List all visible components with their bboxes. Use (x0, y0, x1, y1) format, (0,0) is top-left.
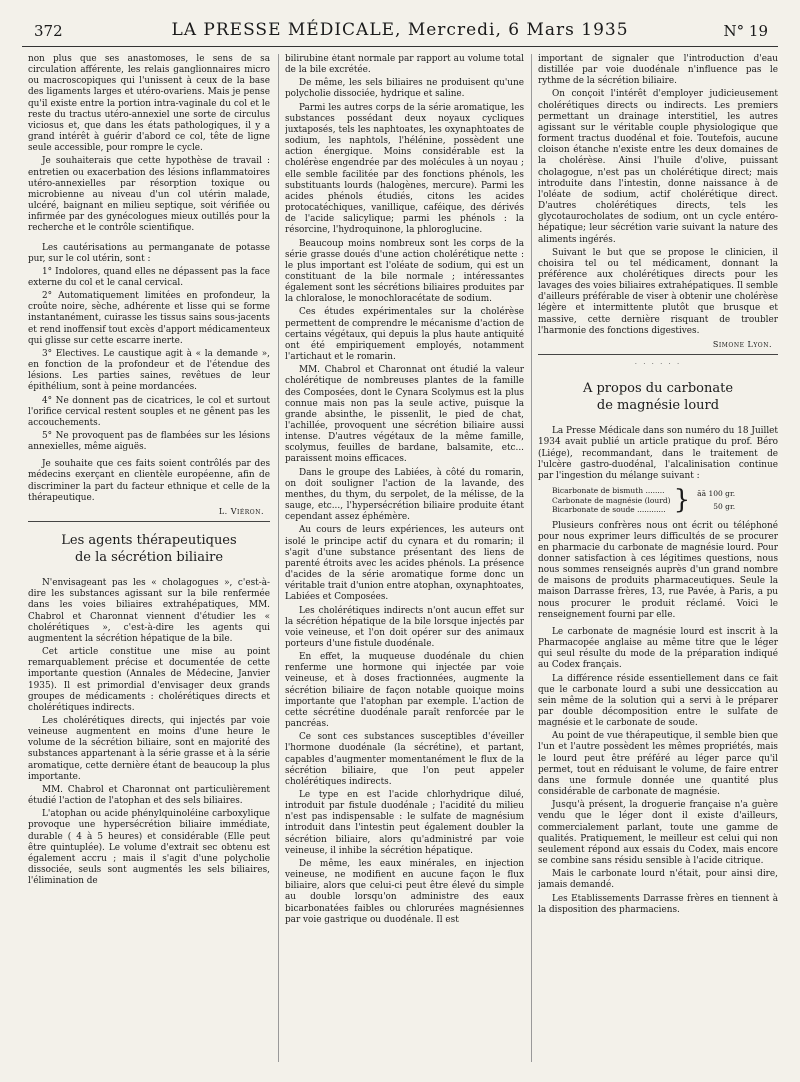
paragraph: Je souhaiterais que cette hypothèse de travail : entretien ou exacerbation des lésions inflammatoires utéro-annexielles par résorption toxique ou microbienne au niveau d'un col utérin malade, ulcéré, baignant en milieu septique, soit vérifiée ou infirmée par des gynécologues mieux outillés pour la recherche et le contrôle scientifique. (28, 156, 270, 234)
paragraph: On conçoit l'intérêt d'employer judicieusement cholérétiques directs ou indirects. Les premiers permettant un drainage interstitiel, les autres agissant sur le véritable couple physiologique que forment tractus duodénal et foie. Toutefois, aucune cloison étanche n'existe entre les deux domaines de la cholérèse. Ainsi l'huile d'olive, puissant cholagogue, n'est pas un cholérétique direct; mais introduite dans l'intestin, donne naissance à de l'oléate de sodium, actif cholérétique direct. D'autres cholérétiques directs, tels les glycotaurocholates de sodium, ont un cycle entéro-hépatique; leur sécrétion varie suivant la nature des aliments ingérés. (538, 89, 778, 245)
paragraph: Au cours de leurs expériences, les auteurs ont isolé le principe actif du cynara et du romarin; il s'agit d'une substance présentant des liens de parenté étroits avec les acides phénols. La présence d'acides de la série aromatique forme donc un véritable trait d'union entre atophan, oxynaphtoates, Labiées et Composées. (285, 525, 524, 603)
section-rule (538, 354, 778, 355)
decorative-dots: · · · · · · (634, 360, 682, 369)
page-header (22, 18, 778, 48)
article-title-line: de la sécrétion biliaire (74, 550, 224, 566)
column-1 (28, 54, 270, 889)
article-title-line: A propos du carbonate (582, 381, 734, 397)
column-2 (285, 54, 524, 928)
paragraph: 5° Ne provoquent pas de flambées sur les lésions annexielles, même aiguës. (28, 431, 270, 453)
paragraph: De même, les sels biliaires ne produisent qu'une polycholie dissociée, hydrique et saline. (285, 78, 524, 100)
paragraph: Cet article constitue une mise au point remarquablement précise et documentée de cette importante question (Annales de Médecine, Janvier 1935). Il est primordial d'envisager deux grands groupes de médicaments : cholérétiques directs et cholérétiques indirects. (28, 647, 270, 713)
paragraph: bilirubine étant normale par rapport au volume total de la bile excrétée. (285, 54, 524, 76)
paragraph: L'atophan ou acide phénylquinoléine carboxylique provoque une hypersécrétion biliaire immédiate, durable ( 4 à 5 heures) et considérable (Elle peut être quintuplée). Le volume d'extrait sec obtenu est également accru ; mais il s'agit d'une polycholie dissociée, seuls sont augmentés les sels biliaires, l'élimination de (28, 809, 270, 887)
paragraph: 2° Automatiquement limitées en profondeur, la croûte noire, sèche, adhérente et lisse qui se forme instantanément, cuirasse les tissus sains sous-jacents et rend inoffensif tout excès d'apport médicamenteux qui glisse sur cette escarre inerte. (28, 291, 270, 346)
column-3 (538, 54, 778, 918)
journal-title: LA PRESSE MÉDICALE, Mercredi, 6 Mars 1935 (171, 20, 629, 40)
paragraph: Dans le groupe des Labiées, à côté du romarin, on doit souligner l'action de la lavande, des menthes, du thym, du serpolet, de la mélisse, de la sauge, etc..., l'hypersécrétion biliaire produite étant cependant assez éphémère. (285, 467, 524, 523)
section-rule (28, 521, 270, 522)
paragraph: Suivant le but que se propose le clinicien, il choisira tel ou tel médicament, donnant la préférence aux cholérétiques directs pour les lavages des voies biliaires extrahépatiques. Il semble d'ailleurs préférable de viser à obtenir une cholérèse légère et intermittente plutôt que brusque et massive, cette dernière risquant de troubler l'harmonie des fonctions digestives. (538, 247, 778, 336)
paragraph: MM. Chabrol et Charonnat ont particulièrement étudié l'action de l'atophan et des sels biliaires. (28, 784, 270, 807)
formula-quantity: āā 100 gr. (697, 488, 736, 498)
paragraph: 1° Indolores, quand elles ne dépassent pas la face externe du col et le canal cervical. (28, 266, 270, 288)
paragraph: Les cholérétiques directs, qui injectés par voie veineuse augmentent en moins d'une heure le volume de la sécrétion biliaire, sont en majorité des substances appartenant à la série grasse et à la série aromatique, cette dernière étant de beaucoup la plus importante. (28, 715, 270, 782)
paragraph: Au point de vue thérapeutique, il semble bien que l'un et l'autre possèdent les mêmes propriétés, mais le lourd peut être préféré au léger parce qu'il permet, tout en réduisant le volume, de faire entrer dans une formule donnée une quantité plus considérable de carbonate de magnésie. (538, 731, 778, 798)
paragraph: La différence réside essentiellement dans ce fait que le carbonate lourd a subi une dessiccation au sein même de la solution qui a servi à le préparer par double décomposition entre le sulfate de magnésie et le carbonate de soude. (538, 673, 778, 729)
paragraph: Plusieurs confrères nous ont écrit ou téléphoné pour nous exprimer leurs difficultés de se procurer en pharmacie du carbonate de magnésie lourd. Pour donner satisfaction à ces légitimes questions, nous nous sommes renseignés auprès d'un grand nombre de maisons de produits pharmaceutiques. Seule la maison Darrasse frères, 13, rue Pavée, à Paris, a pu nous procurer le produit réclamé. Voici le renseignement fourni par elle. (538, 520, 778, 620)
paragraph: Ce sont ces substances susceptibles d'éveiller l'hormone duodénale (la sécrétine), et partant, capables d'augmenter momentanément le flux de la sécrétion biliaire, que l'on peut appeler cholérétiques indirects. (285, 732, 524, 787)
paragraph: En effet, la muqueuse duodénale du chien renferme une hormone qui injectée par voie veineuse, et à doses fractionnées, augmente la sécrétion biliaire de façon notable quoique moins importante que l'atophan par exemple. L'action de cette sécrétine duodénale paraît renforcée par le pancréas. (285, 652, 524, 730)
paragraph: Je souhaite que ces faits soient contrôlés par des médecins exerçant en clientèle européenne, afin de discriminer la part du facteur ethnique et celle de la thérapeutique. (28, 459, 270, 503)
article-title (28, 532, 270, 566)
paragraph: Les cholérétiques indirects n'ont aucun effet sur la sécrétion hépatique de la bile lorsque injectés par voie veineuse, et l'on doit opérer sur des animaux porteurs d'une fistule duodénale. (285, 605, 524, 649)
paragraph: La Presse Médicale dans son numéro du 18 Juillet 1934 avait publié un article pratique du prof. Béro (Liége), recommandant, dans le traitement de l'ulcère gastro-duodénal, l'alcalinisation continue par l'ingestion du mélange suivant : (538, 426, 778, 481)
article-title (538, 380, 778, 414)
paragraph: MM. Chabrol et Charonnat ont étudié la valeur cholérétique de nombreuses plantes de la famille des Composées, dont le Cynara Scolymus est la plus connue mais non pas la seule active, puisque la grande absinthe, le pissenlit, le pied de chat, l'achillée, provoquent une sécrétion biliaire aussi intense. D'autres végétaux de la même famille, scolymus, feuilles de bardane, balsamite, etc... paraissent moins efficaces. (285, 365, 524, 465)
paragraph: Beaucoup moins nombreux sont les corps de la série grasse doués d'une action cholérétique nette : le plus important est l'oléate de sodium, qui est un constituant de la bile normale ; intéressantes également sont les sécrétions biliaires produites par la chloralose, le monochloracétate de sodium. (285, 238, 524, 305)
paragraph: Jusqu'à présent, la droguerie française n'a guère vendu que le léger dont il existe d'ailleurs, commercialement parlant, toute une gamme de qualités. Pratiquement, le meilleur est celui qui non seulement répond aux essais du Codex, mais encore se combine sans résidu sensible à l'acide citrique. (538, 800, 778, 867)
paragraph: important de signaler que l'introduction d'eau distillée par voie duodénale n'influence pas le rythme de la sécrétion biliaire. (538, 54, 778, 87)
formula-quantities (697, 489, 735, 512)
formula-item: Bicarbonate de soude ............ (552, 505, 666, 514)
paragraph: Parmi les autres corps de la série aromatique, les substances possédant deux noyaux cycliques juxtaposés, tels les naphtoates, les oxynaphtoates de sodium, les naphtols, l'hélénine, possèdent une action énergique. Moins considérable est la cholérèse engendrée par des molécules à un noyau ; elle semble facilitée par des fonctions phénols, les substituants lourds (halogènes, mercure). Parmi les acides phénols étudiés, citons les acides protocatéchiques, vanillique, caféique, des dérivés de l'acide salicylique; parmi les phénols : la résorcine, l'hydroquinone, la phloroglucine. (285, 102, 524, 236)
author-signature: Simone Lyon. (712, 339, 772, 349)
paragraph: Le type en est l'acide chlorhydrique dilué, introduit par fistule duodénale ; l'acidité du milieu n'est pas indispensable : le sulfate de magnésium introduit dans l'intestin peut également doubler la sécrétion biliaire, alors qu'administré par voie veineuse, il inhibe la sécrétion hépatique. (285, 790, 524, 856)
prescription-formula (552, 486, 778, 515)
header-rule (22, 46, 778, 47)
formula-items (552, 486, 671, 515)
paragraph: Les Etablissements Darrasse frères en tiennent à la disposition des pharmaciens. (538, 893, 778, 915)
paragraph: Mais le carbonate lourd n'était, pour ainsi dire, jamais demandé. (538, 869, 778, 891)
paragraph: Le carbonate de magnésie lourd est inscrit à la Pharmacopée anglaise au même titre que le léger qui seul résulte du mode de la préparation indiqué au Codex français. (538, 626, 778, 671)
formula-brace: } (673, 485, 691, 516)
article-title-line: de magnésie lourd (596, 398, 720, 414)
paragraph: N'envisageant pas les « cholagogues », c'est-à-dire les substances agissant sur la bile renfermée dans les voies biliaires extrahépatiques, MM. Chabrol et Charonnat viennent d'étudier les « cholérétiques », c'est-à-dire les agents qui augmentent la sécrétion hépatique de la bile. (28, 578, 270, 644)
formula-item: Carbonate de magnésie (lourd) (552, 495, 671, 505)
paragraph: 3° Electives. Le caustique agit à « la demande », en fonction de la profondeur et de l'étendue des lésions. Les parties saines, revêtues de leur épithélium, sont à peine mordancées. (28, 348, 270, 393)
page-number: 372 (34, 22, 63, 40)
issue-number: N° 19 (723, 22, 768, 40)
paragraph: Ces études expérimentales sur la cholérèse permettent de comprendre le mécanisme d'action de certains végétaux, qui depuis la plus haute antiquité ont été empiriquement employés, notamment l'artichaut et le romarin. (285, 307, 524, 363)
paragraph: Les cautérisations au permanganate de potasse pur, sur le col utérin, sont : (28, 242, 270, 264)
paragraph: De même, les eaux minérales, en injection veineuse, ne modifient en aucune façon le flux biliaire, alors que celui-ci peut être élevé du simple au double lorsqu'on administre des eaux bicarbonatées faibles ou chlorurées magnésiennes par voie gastrique ou duodénale. Il est (285, 858, 524, 925)
column-separator (531, 54, 532, 1062)
paragraph: non plus que ses anastomoses, le sens de sa circulation afférente, les relais ganglionnaires micro ou macroscopiques qui l'unissent à ceux de la base des ligaments larges et utéro-ovariens. Mais je pense qu'il existe entre la portion intra-vaginale du col et le reste du tractus utéro-annexiel une sorte de circulus viciosus et, que dans les états pathologiques, il y a grand intérêt à guérir d'abord ce col, tête de ligne seule accessible, pour rompre le cycle. (28, 54, 270, 154)
column-separator (278, 54, 279, 1062)
paragraph: 4° Ne donnent pas de cicatrices, le col et surtout l'orifice cervical restent souples et ne gênent pas les accouchements. (28, 395, 270, 428)
article-title-line: Les agents thérapeutiques (61, 533, 237, 549)
author-signature: L. Viéron. (218, 506, 264, 516)
formula-quantity: 50 gr. (713, 502, 736, 512)
formula-item: Bicarbonate de bismuth ........ (552, 486, 665, 495)
